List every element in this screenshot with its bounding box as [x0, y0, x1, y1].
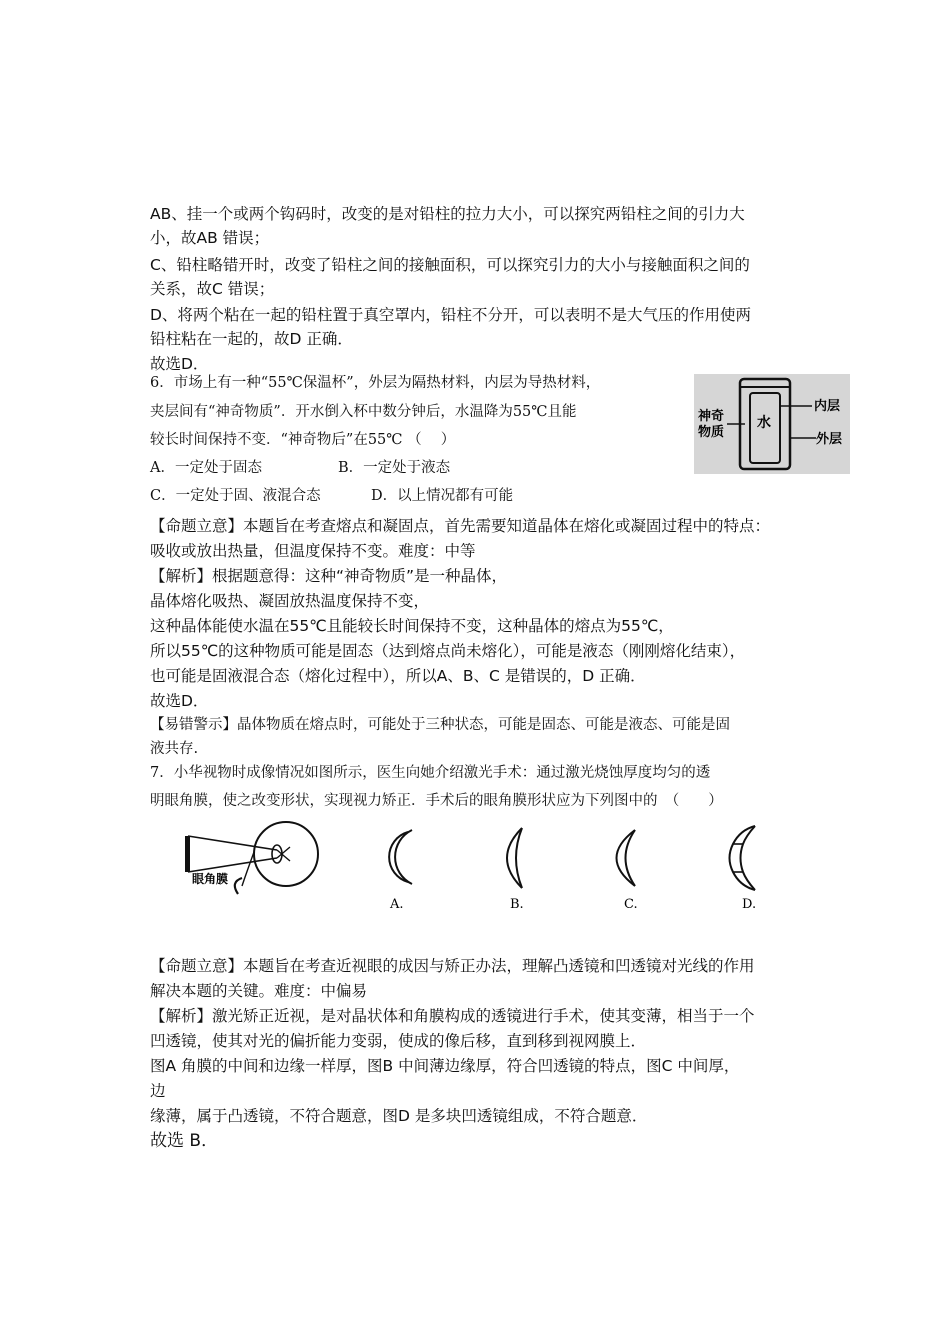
- cornea-diagram: [180, 816, 780, 920]
- question-6-stem: 6．市场上有一种“55℃保温杯”，外层为隔热材料，内层为导热材料，: [150, 375, 601, 391]
- option-d: D．以上情况都有可能: [371, 488, 514, 504]
- cornea-shape-a: [389, 832, 408, 882]
- label-outer-layer: 外层: [816, 432, 843, 447]
- text-line: 关系，故C 错误；: [150, 280, 275, 298]
- text-line: 【解析】根据题意得：这种“神奇物质”是一种晶体，: [150, 567, 508, 585]
- text-line: 【命题立意】本题旨在考查近视眼的成因与矫正办法，理解凸透镜和凹透镜对光线的作用: [150, 957, 755, 975]
- label-water: 水: [757, 415, 771, 431]
- thermos-cup-diagram: [694, 374, 850, 474]
- thermos-cup-figure: [694, 374, 850, 474]
- text-line: 【命题立意】本题旨在考查熔点和凝固点，首先需要知道晶体在熔化或凝固过程中的特点：: [150, 517, 771, 535]
- cornea-shape-d: [730, 826, 756, 890]
- question-6-stem: 夹层间有“神奇物质”．开水倒入杯中数分钟后，水温降为55℃且能: [150, 404, 577, 420]
- label-magic-2: 物质: [698, 425, 725, 440]
- text-line: 这种晶体能使水温在55℃且能较长时间保持不变，这种晶体的熔点为55℃，: [150, 617, 674, 635]
- text-line: 小，故AB 错误；: [150, 229, 270, 247]
- text-line: 边: [150, 1082, 166, 1100]
- label-magic-1: 神奇: [698, 409, 725, 424]
- question-7-stem: 7．小华视物时成像情况如图所示，医生向她介绍激光手术：通过激光烧蚀厚度均匀的透: [150, 765, 711, 781]
- text-line: 凹透镜，使其对光的偏折能力变弱，使成的像后移，直到移到视网膜上．: [150, 1032, 647, 1050]
- option-d-label: D.: [742, 897, 757, 912]
- text-line: 缘薄，属于凸透镜，不符合题意，图D 是多块凹透镜组成，不符合题意．: [150, 1107, 648, 1125]
- question-7-stem: 明眼角膜，使之改变形状，实现视力矫正．手术后的眼角膜形状应为下列图中的 （ ）: [150, 793, 723, 809]
- text-line: AB、挂一个或两个钩码时，改变的是对铅柱的拉力大小，可以探究两铅柱之间的引力大: [150, 205, 745, 223]
- text-line: D、将两个粘在一起的铅柱置于真空罩内，铅柱不分开，可以表明不是大气压的作用使两: [150, 306, 751, 324]
- option-a: A．一定处于固态: [150, 460, 262, 476]
- text-line: 解决本题的关键。难度：中偏易: [150, 982, 368, 1000]
- label-inner-layer: 内层: [814, 399, 841, 414]
- question-6-stem: 较长时间保持不变．“神奇物后”在55℃ （ ）: [150, 432, 456, 448]
- text-line: 也可能是固液混合态（熔化过程中），所以A、B、C 是错误的，D 正确．: [150, 667, 646, 685]
- text-line: 图A 角膜的中间和边缘一样厚，图B 中间薄边缘厚，符合凹透镜的特点，图C 中间厚，: [150, 1057, 740, 1075]
- text-line: 【易错警示】晶体物质在熔点时，可能处于三种状态，可能是固态、可能是液态、可能是固: [150, 717, 730, 733]
- text-line: C、铅柱略错开时，改变了铅柱之间的接触面积，可以探究引力的大小与接触面积之间的: [150, 256, 750, 274]
- cornea-figure: [180, 816, 780, 920]
- option-b: B．一定处于液态: [338, 460, 451, 476]
- text-line: 【解析】激光矫正近视，是对晶状体和角膜构成的透镜进行手术，使其变薄，相当于一个: [150, 1007, 755, 1025]
- text-line: 铅柱粘在一起的，故D 正确．: [150, 330, 353, 348]
- text-line: 故选D．: [150, 355, 209, 373]
- text-line: 故选D．: [150, 692, 209, 710]
- option-b-label: B.: [510, 897, 524, 912]
- option-c: C．一定处于固、液混合态: [150, 488, 321, 504]
- cornea-label: 眼角膜: [192, 872, 229, 886]
- option-c-label: C.: [624, 897, 638, 912]
- text-line: 所以55℃的这种物质可能是固态（达到熔点尚未熔化），可能是液态（刚刚熔化结束），: [150, 642, 746, 660]
- text-line: 吸收或放出热量，但温度保持不变。难度：中等: [150, 542, 476, 560]
- text-line: 故选 B．: [150, 1131, 219, 1151]
- text-line: 晶体熔化吸热、凝固放热温度保持不变，: [150, 592, 430, 610]
- text-line: 液共存.: [150, 741, 199, 757]
- option-a-label: A.: [390, 897, 404, 912]
